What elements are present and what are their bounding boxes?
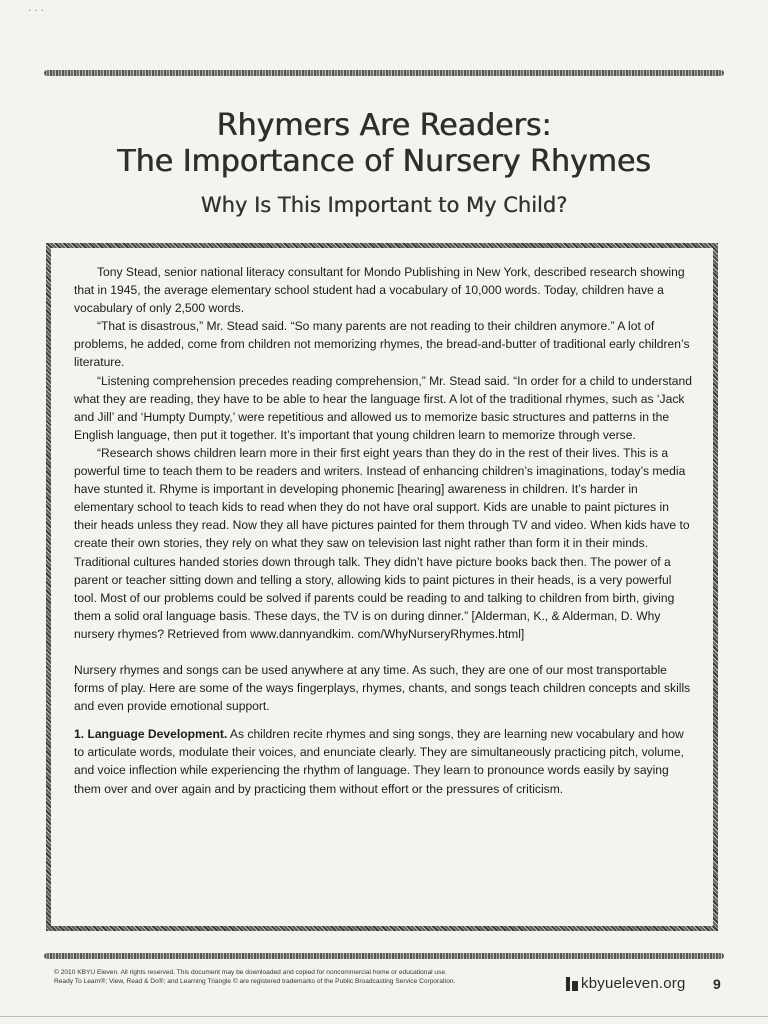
footer-copyright bbox=[54, 968, 574, 986]
paragraph-2: “That is disastrous,” Mr. Stead said. “So many parents are not reading to their children anymore.” A lot of problems, he added, come from children not memorizing rhymes, the bread-and-butter of traditional early children’s literature. bbox=[74, 319, 690, 370]
scan-artifact: · · · bbox=[28, 6, 44, 17]
footer-site-url: kbyueleven.org bbox=[581, 975, 686, 992]
top-divider bbox=[44, 70, 724, 76]
footer-site-logo bbox=[566, 975, 686, 992]
section-heading-language-development: 1. Language Development. bbox=[74, 727, 228, 742]
kbyu-logo-icon bbox=[566, 977, 578, 991]
paragraph-3: “Listening comprehension precedes reading comprehension,” Mr. Stead said. “In order for a child to understand what they are reading, they have to be able to hear the language first. A lot of the traditional rhymes, such as ‘Jack and Jill’ and ‘Humpty Dumpty,’ were repetitious and allowed us to memorize basic structures and patterns in the English language, then put it together. It’s important that young children learn to memorize through verse. bbox=[74, 373, 692, 442]
paragraph-6-text: As children recite rhymes and sing songs, they are learning new vocabulary and how to articulate words, modulate their voices, and enunciate clearly. They are simultaneously practicing pitch, volume, and voice inflection while experiencing the rhythm of language. They learn to pronounce words easily by saying them over and over again and by practicing them without effort or the pressures of criticism. bbox=[74, 727, 684, 796]
page-number: 9 bbox=[713, 976, 721, 992]
paragraph-6 bbox=[74, 725, 694, 797]
page-edge bbox=[0, 1016, 768, 1017]
paragraph-5: Nursery rhymes and songs can be used anywhere at any time. As such, they are one of our most transportable forms of play. Here are some of the ways fingerplays, rhymes, chants, and songs teach children concepts and skills and even provide emotional support. bbox=[74, 662, 691, 714]
title-line-1: Rhymers Are Readers: bbox=[216, 108, 552, 143]
article-body bbox=[74, 263, 694, 798]
page-subtitle: Why Is This Important to My Child? bbox=[200, 193, 568, 217]
paragraph-4: “Research shows children learn more in their first eight years than they do in the rest of their lives. This is a powerful time to teach them to be readers and writers. Instead of enhancing children’s imaginations, today’s media have stunted it. Rhyme is important in developing phonemic [hearing] awareness in children. It’s harder in elementary school to teach kids to read when they do not have oral support. Kids are unable to paint pictures in their heads unless they read. Now they all have pictures painted for them through TV and video. When kids have to create their own stories, they rely on what they saw on television last night rather than form it in their minds. Traditional cultures handed stories down through talk. They didn’t have picture books back then. The power of a parent or teacher sitting down and telling a story, allowing kids to paint pictures in their heads, is a very powerful tool. Most of our problems could be solved if parents could be reading to and talking to children from birth, giving them a solid oral language basis. These days, the TV is on during dinner.” [Alderman, K., & Alderman, D. Why nursery rhymes? Retrieved from www.dannyandkim. com/WhyNurseryRhymes.html] bbox=[74, 445, 690, 641]
page-title bbox=[0, 108, 768, 180]
title-line-2: The Importance of Nursery Rhymes bbox=[117, 144, 651, 179]
footer-line-2: Ready To Learn®; View, Read & Do®; and Learning Triangle © are registered trademarks of the Public Broadcasting Service Corporation. bbox=[54, 978, 456, 985]
bottom-divider bbox=[44, 953, 724, 959]
paragraph-1: Tony Stead, senior national literacy consultant for Mondo Publishing in New York, described research showing that in 1945, the average elementary school student had a vocabulary of 10,000 words. Today, children have a vocabulary of only 2,500 words. bbox=[74, 265, 685, 316]
footer-line-1: © 2010 KBYU Eleven. All rights reserved. This document may be downloaded and copied for noncommercial home or educational use. bbox=[54, 969, 447, 976]
title-block bbox=[0, 108, 768, 218]
